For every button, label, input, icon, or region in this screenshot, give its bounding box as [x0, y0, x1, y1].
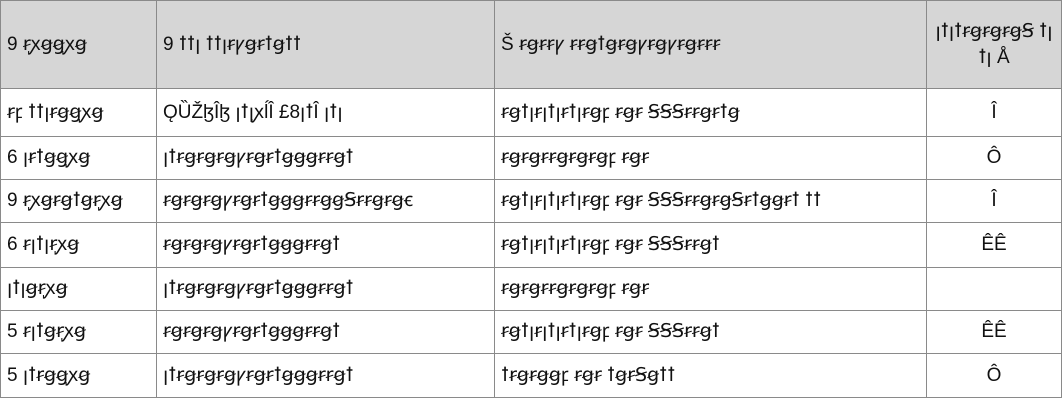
table-cell: 5 ꞁꝉꞧꞡꞡꭙꞡ [1, 354, 157, 398]
table-cell: 6 ꞁꞧꝉꞡꞡꭙꞡ [1, 137, 157, 180]
table-cell: ꞧꞡꞧꞡꞧꞡꝩꞧꞡꞧꝉꞡꞡꞡꞧꞧꞡꝉ [157, 223, 495, 268]
table-cell: ꞧꞡꞧꞡꞧꞡꝩꞧꞡꞧꝉꞡꞡꞡꞧꞧꞡꝉ [157, 311, 495, 354]
table-cell: 5 ꞧꞁꝉꞡꞧꭙꞡ [1, 311, 157, 354]
table-cell: 6 ꞧꞁꝉꞁꞧꭙꞡ [1, 223, 157, 268]
table-row [1, 223, 1062, 268]
table-cell: 9 ꞧꭙꞡꞧꞡꝉꞡꞧꭙꞡ [1, 180, 157, 223]
table-row [1, 268, 1062, 311]
table-row [1, 137, 1062, 180]
table-cell: ꞁꝉꞧꞡꞧꞡꞧꞡꝩꞧꞡꞧꝉꞡꞡꞡꞧꞧꞡꝉ [157, 354, 495, 398]
table-row [1, 311, 1062, 354]
table-cell: Î [927, 89, 1062, 137]
table-cell: ꞁꝉꞧꞡꞧꞡꞧꞡꝩꞧꞡꞧꝉꞡꞡꞡꞧꞧꞡꝉ [157, 268, 495, 311]
column-header: Š ꞧꞡꞧꞧꝩ ꞧꞧꞡꝉꞡꞧꞡꝩꞧꞡꝩꞧꞡꞧꞧꞧ [495, 1, 927, 89]
table-cell: ꞧꞡꝉꞁꞧꞁꝉꞁꞧꝉꞁꞧꞡꝼ ꞧꞡꞧ ꞨꞨꞨꞧꞧꞡꞧꞡꞨꞧꝉꞡꞡꞧꝉ ꝉꝉ [495, 180, 927, 223]
table-cell: Î [927, 180, 1062, 223]
table-cell: ꞁꝉꞧꞡꞧꞡꞧꞡꝩꞧꞡꞧꝉꞡꞡꞡꞧꞧꞡꝉ [157, 137, 495, 180]
table-cell: ÊÊ [927, 311, 1062, 354]
table-row [1, 89, 1062, 137]
table-row [1, 180, 1062, 223]
table-cell: ꞧꞡꝉꞁꞧꞁꝉꞁꞧꝉꞁꞧꞡꝼ ꞧꞡꞧ ꞨꞨꞨꞧꞧꞡꝉ [495, 311, 927, 354]
table-cell: ꞧꞡꝉꞁꞧꞁꝉꞁꞧꝉꞁꞧꞡꝼ ꞧꞡꞧ ꞨꞨꞨꞧꞧꞡꞧꝉꞡ [495, 89, 927, 137]
table-row [1, 354, 1062, 398]
table-cell: ꞧꝼ ꝉꝉꞁꞧꞡꞡꭙꞡ [1, 89, 157, 137]
table-cell: ꞧꞡꞧꞡꞧꞧꞡꞧꞡꞧꞡꝼ ꞧꞡꞧ [495, 137, 927, 180]
table-cell: Ô [927, 354, 1062, 398]
column-header: ꞁꝉꞁꝉꞧꞡꞧꞡꞧꞡꞨ ꝉꞁ ꝉꞁ Å [927, 1, 1062, 89]
table-cell: ꝉꞧꞡꞧꞡꞡꝼ ꞧꞡꞧ ꝉꞡꞧꞨꞡꝉꝉ [495, 354, 927, 398]
table-cell: ꞧꞡꞧꞡꞧꞧꞡꞧꞡꞧꞡꝼ ꞧꞡꞧ [495, 268, 927, 311]
table-cell: ÊÊ [927, 223, 1062, 268]
table-cell: ǪȔŽɮÎɮ ꞁꝉꞁꭙĺÎ £8ꞁꝉÎ ꞁꝉꞁ [157, 89, 495, 137]
table-cell [927, 268, 1062, 311]
table-cell: Ô [927, 137, 1062, 180]
table-cell: ꞧꞡꝉꞁꞧꞁꝉꞁꞧꝉꞁꞧꞡꝼ ꞧꞡꞧ ꞨꞨꞨꞧꞧꞡꝉ [495, 223, 927, 268]
column-header: 9 ꝉꝉꞁ ꝉꝉꞁꞧꝩꞡꞧꝉꞡꝉꝉ [157, 1, 495, 89]
table-cell: ꞧꞡꞧꞡꞧꞡꝩꞧꞡꞧꝉꞡꞡꞡꞧꞧꞡꞡꞨꞧꞧꞡꞧꞡꞓ [157, 180, 495, 223]
table-cell: ꞁꝉꞁꞡꞧꭙꞡ [1, 268, 157, 311]
header-row [1, 1, 1062, 89]
column-header: 9 ꞧꭙꞡꞡꭙꞡ [1, 1, 157, 89]
